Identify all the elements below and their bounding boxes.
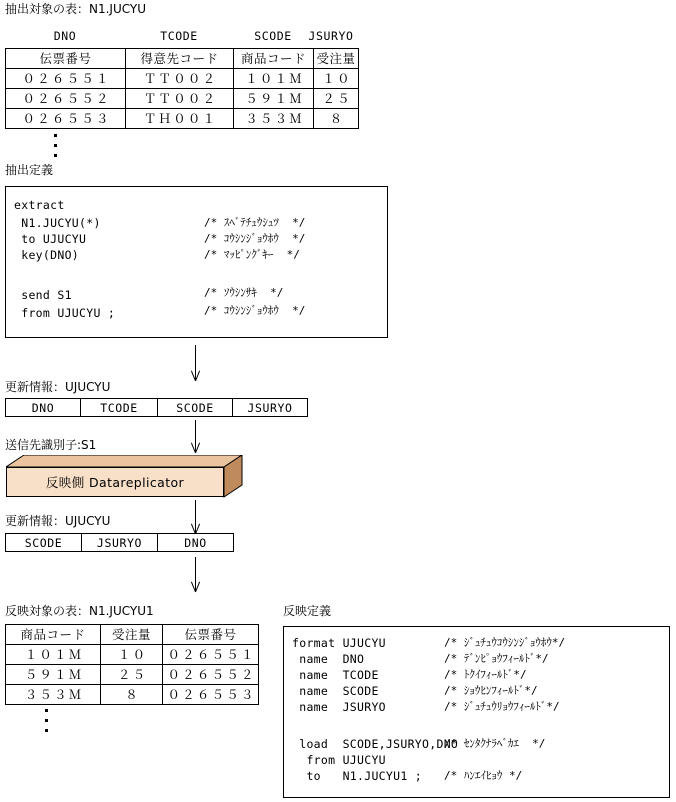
field-cell: JSURYO — [82, 534, 158, 552]
update-info-2-record — [5, 533, 234, 552]
flow-arrow-line — [195, 500, 196, 533]
code-line: send S1 — [14, 288, 72, 302]
table-cell: １０ — [101, 645, 163, 665]
table-cell: ３５３Ｍ — [234, 109, 314, 129]
code-line: from UJUCYU ; — [14, 306, 116, 320]
table-cell: １０１Ｍ — [6, 645, 101, 665]
table-cell: ０２６５５３ — [6, 109, 126, 129]
extract-definition-box — [5, 186, 388, 338]
table-cell: ０２６５５３ — [163, 685, 259, 705]
table-cell: ２５ — [101, 665, 163, 685]
code-line: to UJUCYU — [14, 232, 87, 246]
header-cell: 商品コード — [234, 49, 314, 69]
table-cell: ８ — [101, 685, 163, 705]
flow-arrow-line — [195, 420, 196, 452]
table-row — [6, 645, 259, 665]
source-table — [5, 48, 359, 129]
table-cell: ２５ — [314, 89, 359, 109]
code-comment: /* ｼﾞｭﾁｭｳｺｳｼﾝｼﾞｮｳﾎｳ*/ — [444, 636, 566, 649]
table-cell: ０２６５５１ — [163, 645, 259, 665]
table-cell: ３５３Ｍ — [6, 685, 101, 705]
table-cell: ０２６５５１ — [6, 69, 126, 89]
table-row — [6, 109, 359, 129]
update-info-1-record — [5, 398, 308, 417]
table-cell: ＴＴ００２ — [126, 89, 234, 109]
datareplicator-box — [6, 455, 251, 501]
table-row — [6, 665, 259, 685]
table-cell: ５９１Ｍ — [6, 665, 101, 685]
table-cell: １０１Ｍ — [234, 69, 314, 89]
target-table-ellipsis — [45, 709, 49, 739]
code-line: to N1.JUCYU1 ; — [292, 769, 423, 783]
datareplicator-label: 反映側 Datareplicator — [45, 475, 185, 490]
code-comment: /* ｼﾞｭﾁｭｳﾘｮｳﾌｨｰﾙﾄﾞ*/ — [444, 700, 560, 713]
header-cell: 受注量 — [101, 625, 163, 645]
extract-definition-caption: 抽出定義 — [5, 163, 54, 177]
code-comment: /* ﾏｯﾋﾟﾝｸﾞｷｰ */ — [204, 248, 300, 261]
source-table-ellipsis — [54, 134, 58, 164]
code-comment: /* ﾊﾝｴｲﾋｮｳ */ — [444, 769, 523, 782]
table-row — [6, 89, 359, 109]
reflect-definition-caption: 反映定義 — [283, 604, 332, 618]
field-cell: DNO — [158, 534, 234, 552]
destination-id-caption: 送信先識別子:S1 — [5, 438, 97, 452]
table-row — [6, 685, 259, 705]
field-row — [6, 534, 234, 552]
code-comment: /* ｿｳｼﾝｻｷ */ — [204, 286, 284, 299]
table-row — [6, 69, 359, 89]
code-line: name SCODE — [292, 684, 379, 698]
code-line: N1.JUCYU(*) — [14, 216, 101, 230]
code-line: format UJUCYU — [292, 636, 386, 650]
code-line: key(DNO) — [14, 248, 80, 262]
field-cell: TCODE — [81, 399, 158, 417]
table-cell: ＴＨ００１ — [126, 109, 234, 129]
table-cell: １０ — [314, 69, 359, 89]
header-cell: 伝票番号 — [6, 49, 126, 69]
table-cell: ０２６５５２ — [163, 665, 259, 685]
header-cell: 得意先コード — [126, 49, 234, 69]
code-comment: /* ｺｳｼﾝｼﾞｮｳﾎｳ */ — [204, 232, 306, 245]
code-line: name JSURYO — [292, 700, 386, 714]
field-row — [6, 399, 308, 417]
header-cell: 伝票番号 — [163, 625, 259, 645]
header-cell: 商品コード — [6, 625, 101, 645]
table-cell: ０２６５５２ — [6, 89, 126, 109]
column-name-scode: SCODE — [254, 29, 292, 43]
field-cell: SCODE — [6, 534, 82, 552]
update-info-1-caption: 更新情報：UJUCYU — [5, 380, 111, 394]
code-comment: /* ｼｮｳﾋﾝﾌｨｰﾙﾄﾞ*/ — [444, 684, 538, 697]
code-line: from UJUCYU — [292, 753, 386, 767]
field-cell: SCODE — [158, 399, 233, 417]
table-cell: ＴＴ００２ — [126, 69, 234, 89]
reflect-definition-box — [283, 626, 670, 798]
code-comment: /* ﾃﾞﾝﾋﾟｮｳﾌｨｰﾙﾄﾞ*/ — [444, 652, 549, 665]
code-comment: /* ｺｳｼﾝｼﾞｮｳﾎｳ */ — [204, 304, 306, 317]
target-table-caption: 反映対象の表：N1.JUCYU1 — [5, 604, 154, 618]
source-table-caption: 抽出対象の表：N1.JUCYU — [5, 2, 147, 16]
code-line: load SCODE,JSURYO,DNO — [292, 737, 459, 751]
code-comment: /* ｽﾍﾞﾃﾁｭｳｼｭﾂ */ — [204, 216, 306, 229]
code-line: name DNO — [292, 652, 365, 666]
column-name-jsuryo: JSURYO — [308, 29, 354, 43]
code-line: extract — [14, 198, 65, 212]
update-info-2-caption: 更新情報：UJUCYU — [5, 514, 111, 528]
table-header-row — [6, 49, 359, 69]
flow-arrow-line — [195, 557, 196, 591]
code-line: name TCODE — [292, 668, 379, 682]
code-comment: /* ｾﾝﾀｸﾅﾗﾍﾞｶｴ */ — [444, 737, 546, 750]
column-name-tcode: TCODE — [160, 29, 198, 43]
flow-arrow-line — [195, 345, 196, 380]
target-table — [5, 624, 259, 705]
table-header-row — [6, 625, 259, 645]
table-cell: ８ — [314, 109, 359, 129]
table-cell: ５９１Ｍ — [234, 89, 314, 109]
code-comment: /* ﾄｸｲﾌｨｰﾙﾄﾞ*/ — [444, 668, 527, 681]
field-cell: JSURYO — [233, 399, 308, 417]
header-cell: 受注量 — [314, 49, 359, 69]
field-cell: DNO — [6, 399, 81, 417]
column-name-dno: DNO — [53, 29, 77, 43]
